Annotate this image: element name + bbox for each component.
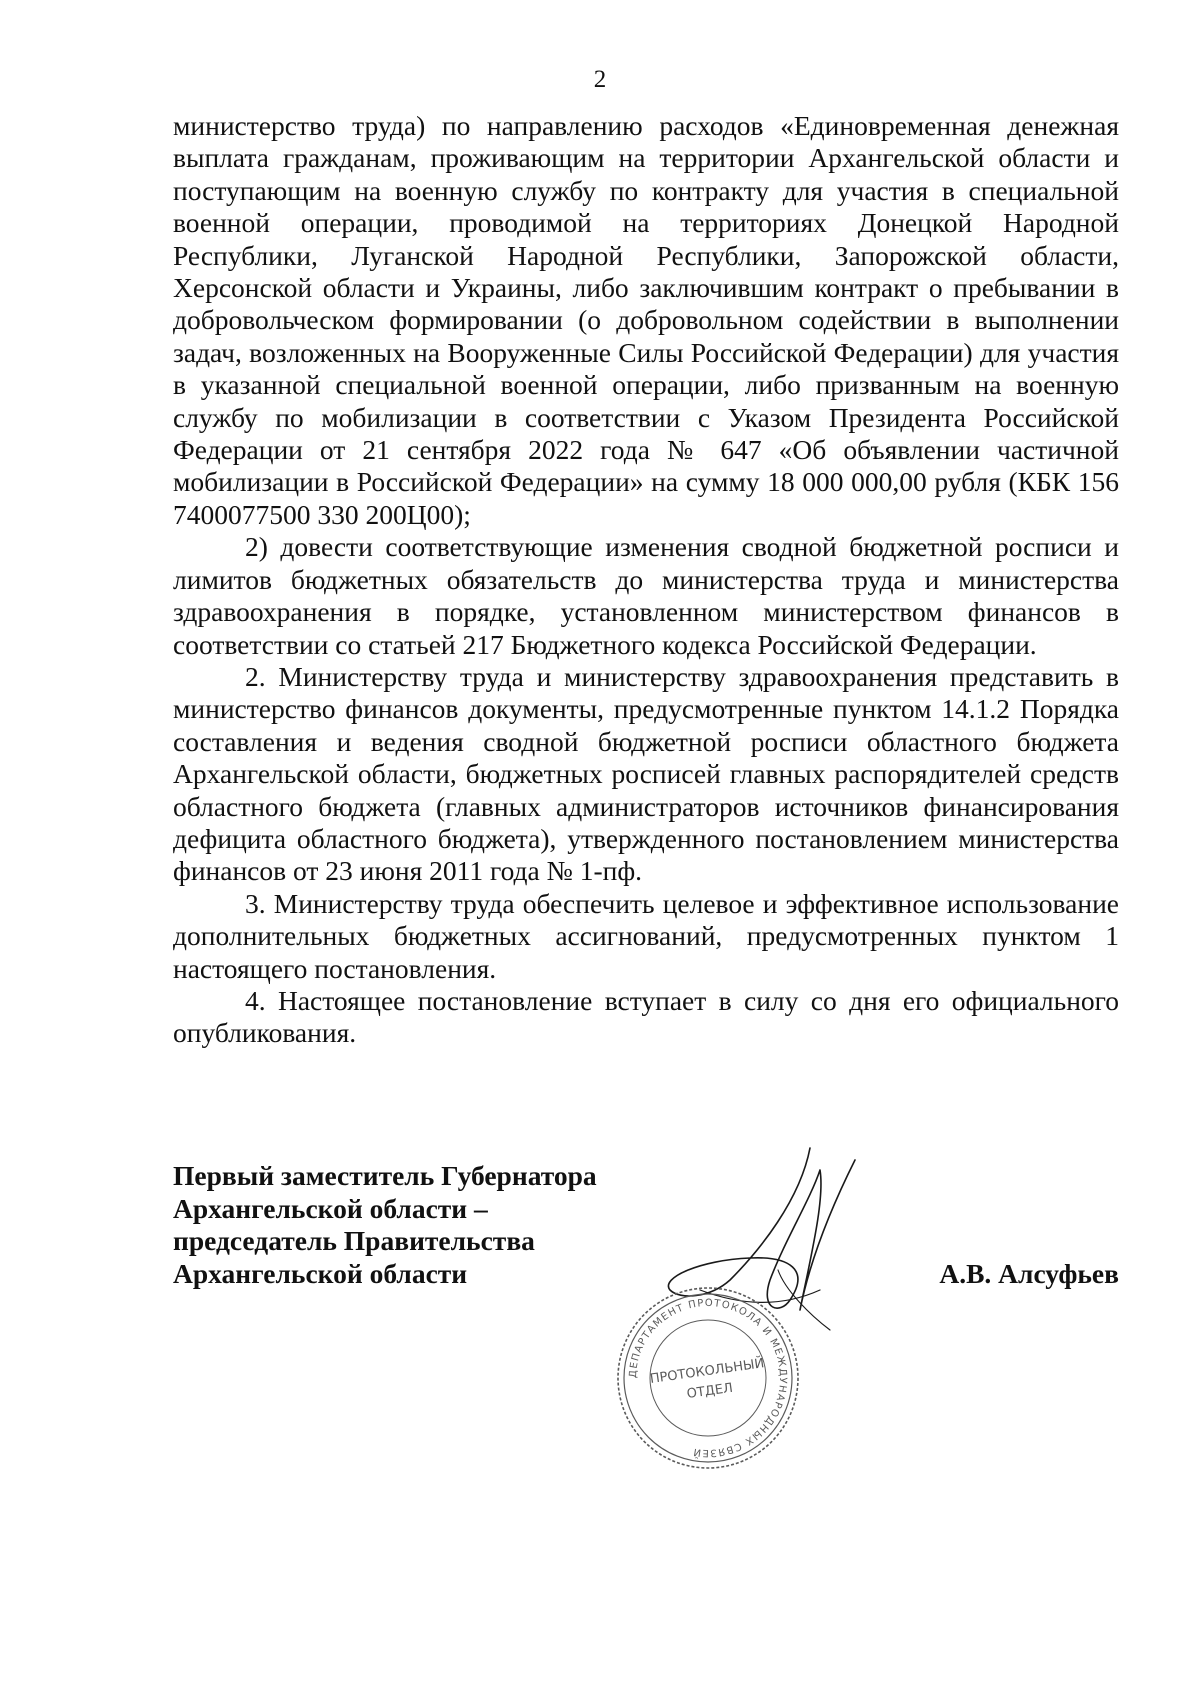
signatory-name: А.В. Алсуфьев <box>939 1258 1119 1289</box>
paragraph-item-4: 4. Настоящее постановление вступает в силу со дня его официального опубликования. <box>173 984 1119 1049</box>
paragraph-item-2: 2. Министерству труда и министерству здравоохранения представить в министерство финансов документы, предусмотренные пунктом 14.1.2 Порядка составления и ведения сводной бюджетной росписи областного бюджета Архангельской области, бюджетных росписей главных распорядителей средств областного бюджета (главных администраторов источников финансирования дефицита областного бюджета), утвержденного постановлением министерства финансов от 23 июня 2011 года № 1-пф. <box>173 660 1119 887</box>
signatory-title-line: Первый заместитель Губернатора <box>173 1160 597 1191</box>
official-stamp <box>615 1285 801 1471</box>
signatory-title-line: Архангельской области – <box>173 1192 488 1224</box>
stamp-center-line1: ПРОТОКОЛЬНЫЙ <box>649 1356 766 1388</box>
document-body <box>173 110 1119 1050</box>
page-number: 2 <box>593 66 607 93</box>
paragraph-continuation: министерство труда) по направлению расходов «Единовременная денежная выплата гражданам, проживающим на территории Архангельской области и поступающим на военную службу по контракту для участия в специальной военной операции, проводимой на территориях Донецкой Народной Республики, Луганской Народной Республики, Запорожской области, Херсонской области и Украины, либо заключившим контракт о пребывании в добровольческом формировании (о добровольном содействии в выполнении задач, возложенных на Вооруженные Силы Российской Федерации) для участия в указанной специальной военной операции, либо призванным на военную службу по мобилизации в соответствии с Указом Президента Российской Федерации от 21 сентября 2022 года № 647 «Об объявлении частичной мобилизации в Российской Федерации» на сумму 18 000 000,00 рубля (КБК 156 7400077500 330 200Ц00); <box>173 110 1119 530</box>
signatory-title-line: Архангельской области <box>173 1257 468 1289</box>
paragraph-subitem-2: 2) довести соответствующие изменения сводной бюджетной росписи и лимитов бюджетных обязательств до министерства труда и министерства здравоохранения в порядке, установленном министерством финансов в соответствии со статьей 217 Бюджетного кодекса Российской Федерации. <box>173 531 1119 660</box>
signatory-title <box>173 1160 633 1290</box>
stamp-center-line2: ОТДЕЛ <box>685 1380 734 1403</box>
paragraph-item-3: 3. Министерству труда обеспечить целевое и эффективное использование дополнительных бюджетных ассигнований, предусмотренных пунктом 1 настоящего постановления. <box>173 887 1119 984</box>
signatory-title-line: председатель Правительства <box>173 1225 535 1256</box>
stamp-ring-text: ДЕПАРТАМЕНТ ПРОТОКОЛА И МЕЖДУНАРОДНЫХ СВЯЗЕЙ <box>627 1297 789 1459</box>
